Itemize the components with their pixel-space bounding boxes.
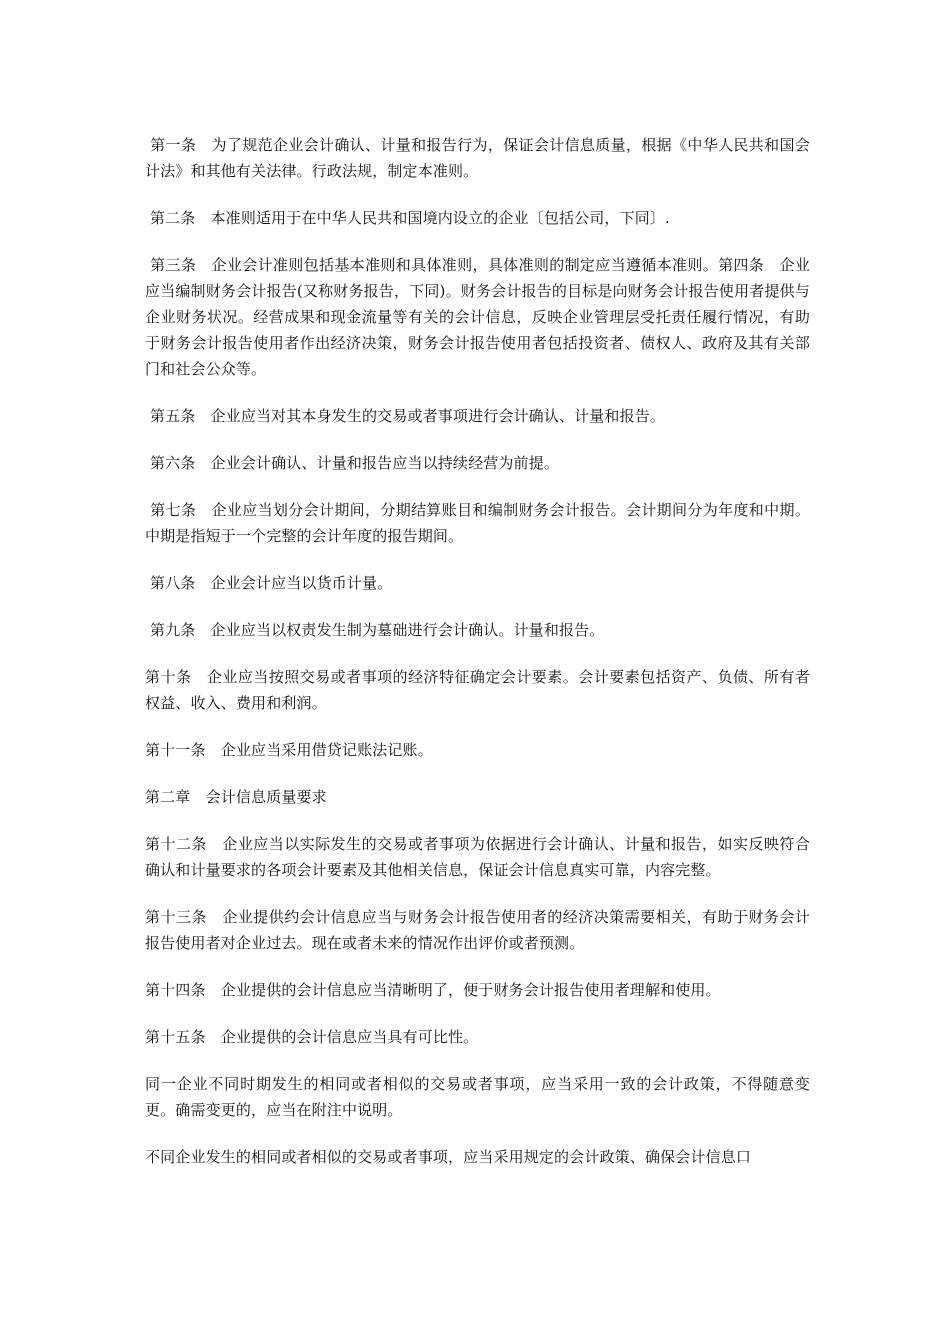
chapter-2-heading: 第二章 会计信息质量要求 <box>145 788 327 806</box>
article-11: 第十一条 企业应当采用借贷记账法记账。 <box>145 741 433 759</box>
article-8: 第八条 企业会计应当以货币计量。 <box>145 574 393 592</box>
article-6: 第六条 企业会计确认、计量和报告应当以持续经营为前提。 <box>145 454 559 472</box>
article-15-para-2: 同一企业不同时期发生的相同或者相似的交易或者事项，应当采用一致的会计政策，不得随意变更。确需变更的，应当在附注中说明。 <box>145 1075 810 1119</box>
article-7: 第七条 企业应当划分会计期间，分期结算账目和编制财务会计报告。会计期间分为年度和中期。中期是指短于一个完整的会计年度的报告期间。 <box>145 501 810 545</box>
article-15: 第十五条 企业提供的会计信息应当具有可比性。 <box>145 1028 479 1046</box>
article-9: 第九条 企业应当以权责发生制为墓础进行会计确认。计量和报告。 <box>145 621 605 639</box>
article-12: 第十二条 企业应当以实际发生的交易或者事项为依据进行会计确认、计量和报告，如实反映符合确认和计量要求的各项会计要素及其他相关信息，保证会计信息真实可靠，内容完整。 <box>145 835 810 879</box>
article-3-4: 第三条 企业会计准则包括基本准则和具体准则，具体准则的制定应当遵循本准则。第四条 企业应当编制财务会计报告(又称财务报告，下同)。财务会计报告的目标是向财务会计报告使用者提供与企业财务状况。经营成果和现金流量等有关的会计信息，反映企业管理层受托责任履行情况，有助于财务会计报告使用者作出经济决策，财务会计报告使用者包括投资者、债权人、政府及其有关部门和社会公众等。 <box>145 256 810 378</box>
article-1: 第一条 为了规范企业会计确认、计量和报告行为，保证会计信息质量，根据《中华人民共和国会计法》和其他有关法律。行政法规，制定本准则。 <box>145 136 810 180</box>
document-body <box>145 132 810 1191</box>
article-10: 第十条 企业应当按照交易或者事项的经济特征确定会计要素。会计要素包括资产、负债、所有者权益、收入、费用和利润。 <box>145 668 810 712</box>
article-15-para-3: 不同企业发生的相同或者相似的交易或者事项，应当采用规定的会计政策、确保会计信息口 <box>145 1148 752 1166</box>
article-2: 第二条 本准则适用于在中华人民共和国境内设立的企业〔包括公司，下同〕. <box>145 209 670 227</box>
article-13: 第十三条 企业提供约会计信息应当与财务会计报告使用者的经济决策需要相关，有助于财务会计报告使用者对企业过去。现在或者未来的情况作出评价或者预测。 <box>145 908 810 952</box>
article-5: 第五条 企业应当对其本身发生的交易或者事项进行会计确认、计量和报告。 <box>145 407 666 425</box>
article-14: 第十四条 企业提供的会计信息应当清晰明了，便于财务会计报告使用者理解和使用。 <box>145 981 721 999</box>
